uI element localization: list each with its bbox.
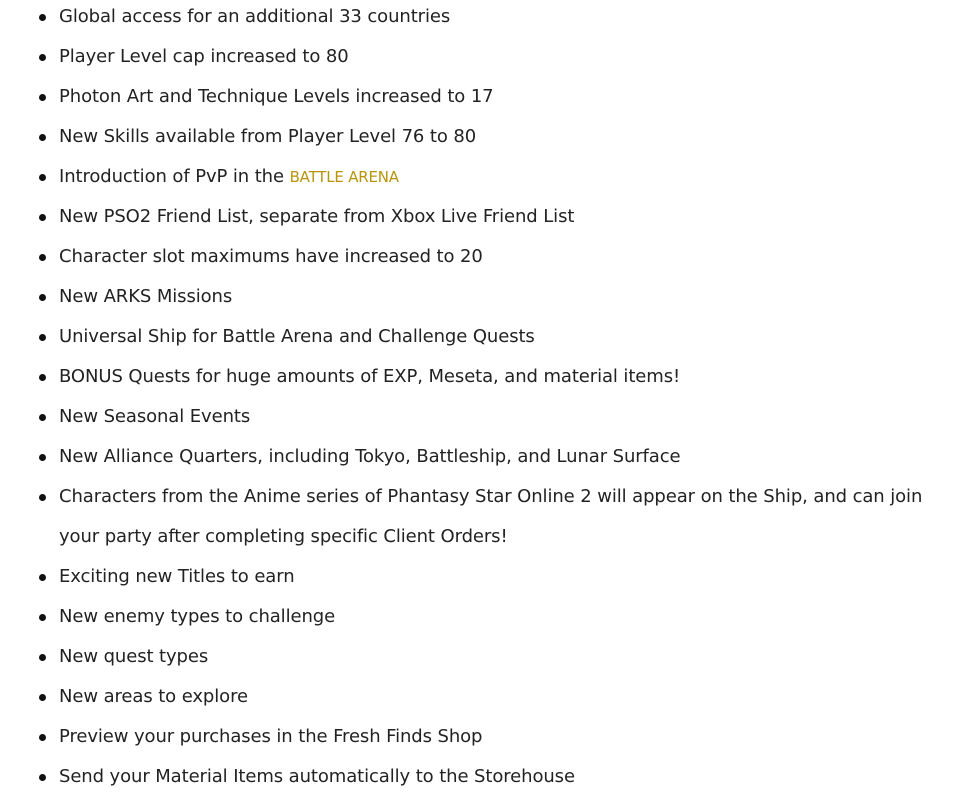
bullet-icon — [39, 14, 46, 21]
bullet-icon — [39, 774, 46, 781]
feature-text: New enemy types to challenge — [59, 606, 336, 627]
bullet-icon — [39, 214, 46, 221]
feature-text: New areas to explore — [59, 686, 248, 707]
bullet-icon — [39, 294, 46, 301]
feature-text: Send your Material Items automatically to the Storehouse — [59, 766, 575, 787]
feature-text: BONUS Quests for huge amounts of EXP, Meseta, and material items! — [59, 366, 681, 387]
feature-item — [0, 0, 960, 37]
feature-text: Exciting new Titles to earn — [59, 566, 295, 587]
feature-text: Character slot maximums have increased to 20 — [59, 246, 483, 267]
feature-item — [0, 77, 960, 117]
feature-item — [0, 357, 960, 397]
bullet-icon — [39, 654, 46, 661]
feature-text: Preview your purchases in the Fresh Finds Shop — [59, 726, 483, 747]
bullet-icon — [39, 574, 46, 581]
feature-text: Characters from the Anime series of Phantasy Star Online 2 will appear on the Ship, and can join your party after completing specific Client Orders! — [59, 486, 923, 547]
feature-text: Photon Art and Technique Levels increased to 17 — [59, 86, 494, 107]
feature-item — [0, 157, 960, 197]
feature-item — [0, 637, 960, 677]
bullet-icon — [39, 414, 46, 421]
battle-arena-link[interactable]: BATTLE ARENA — [289, 168, 399, 186]
feature-item — [0, 197, 960, 237]
feature-item — [0, 757, 960, 797]
feature-item — [0, 117, 960, 157]
feature-item — [0, 237, 960, 277]
feature-item — [0, 557, 960, 597]
bullet-icon — [39, 254, 46, 261]
bullet-icon — [39, 734, 46, 741]
bullet-icon — [39, 614, 46, 621]
bullet-icon — [39, 54, 46, 61]
feature-text: New Skills available from Player Level 76 to 80 — [59, 126, 477, 147]
feature-item — [0, 677, 960, 717]
feature-item — [0, 717, 960, 757]
feature-item — [0, 477, 960, 557]
bullet-icon — [39, 174, 46, 181]
feature-text: Player Level cap increased to 80 — [59, 46, 349, 67]
feature-item — [0, 37, 960, 77]
bullet-icon — [39, 374, 46, 381]
feature-text: New PSO2 Friend List, separate from Xbox Live Friend List — [59, 206, 575, 227]
feature-item — [0, 437, 960, 477]
feature-item — [0, 277, 960, 317]
feature-text: New ARKS Missions — [59, 286, 233, 307]
feature-text: Introduction of PvP in the — [59, 166, 290, 187]
feature-text: New Seasonal Events — [59, 406, 251, 427]
bullet-icon — [39, 494, 46, 501]
bullet-icon — [39, 454, 46, 461]
bullet-icon — [39, 334, 46, 341]
feature-text: Universal Ship for Battle Arena and Challenge Quests — [59, 326, 535, 347]
bullet-icon — [39, 134, 46, 141]
feature-text: New Alliance Quarters, including Tokyo, Battleship, and Lunar Surface — [59, 446, 681, 467]
feature-text: Global access for an additional 33 countries — [59, 6, 451, 27]
bullet-icon — [39, 94, 46, 101]
bullet-icon — [39, 694, 46, 701]
feature-text: New quest types — [59, 646, 209, 667]
feature-item — [0, 597, 960, 637]
feature-item — [0, 397, 960, 437]
feature-item — [0, 317, 960, 357]
